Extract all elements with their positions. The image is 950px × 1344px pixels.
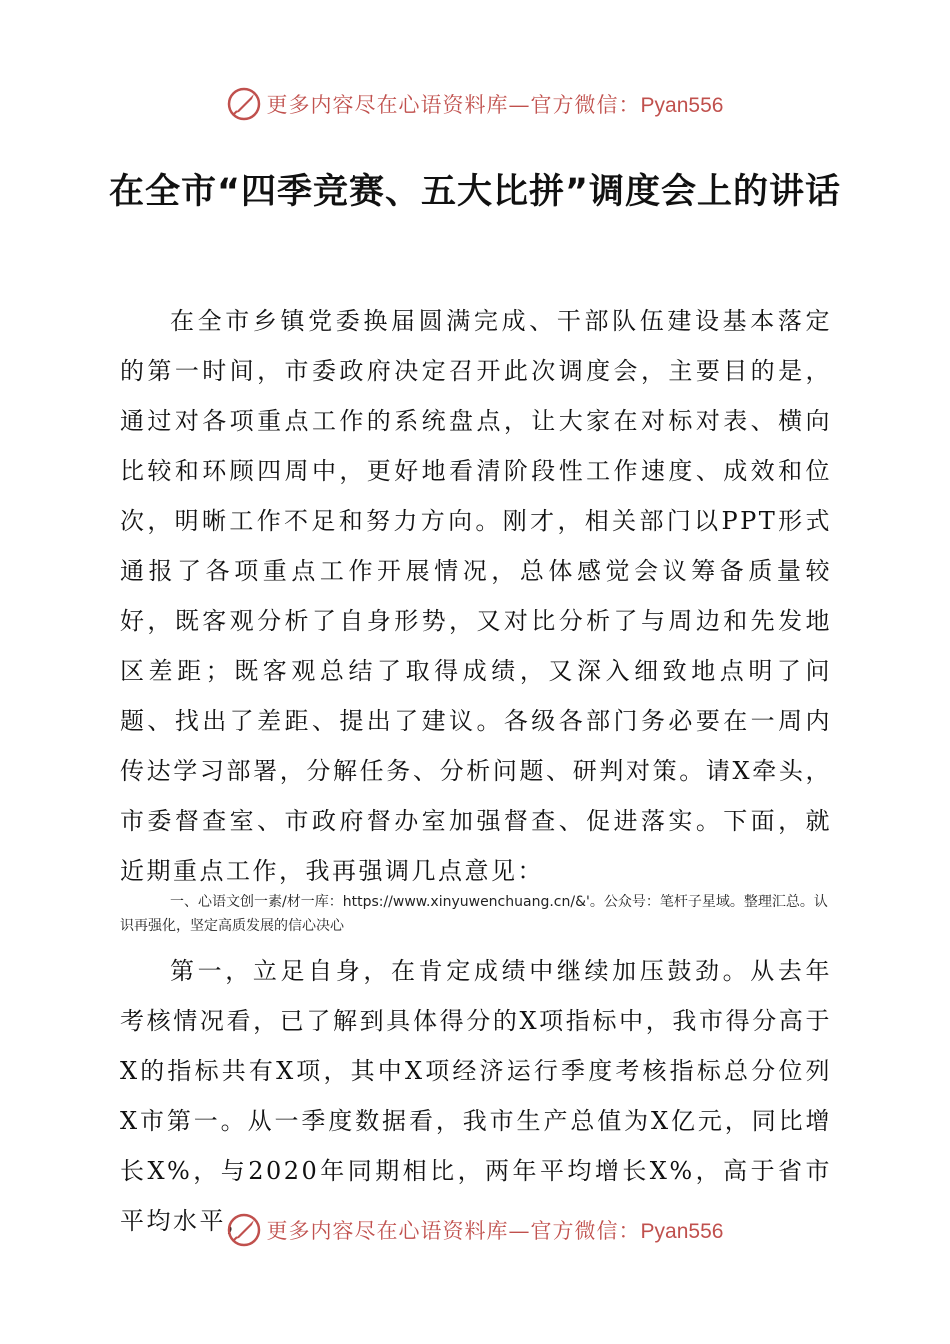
header-banner-text [267,89,724,119]
wechat-id: Pyan556 [640,1220,724,1243]
paragraph-text: 在全市乡镇党委换届圆满完成、干部队伍建设基本落定的第一时间，市委政府决定召开此次调度会，主要目的是，通过对各项重点工作的系统盘点，让大家在对标对表、横向比较和环顾四周中，更好地看清阶段性工作速度、成效和位次，明晰工作不足和努力方向。刚才，相关部门以PPT形式通报了各项重点工作开展情况，总体感觉会议筹备质量较好，既客观分析了自身形势，又对比分析了与周边和先发地区差距；既客观总结了取得成绩，又深入细致地点明了问题、找出了差距、提出了建议。各级各部门务必要在一周内传达学习部署，分解任务、分析问题、研判对策。请X牵头，市委督查室、市政府督办室加强督查、促进落实。下面，就近期重点工作，我再强调几点意见： [120,307,832,885]
wechat-id: Pyan556 [640,94,724,117]
footer-banner-text [267,1215,724,1245]
body-paragraph-2 [120,946,832,1246]
quill-logo-icon [227,1213,261,1247]
banner-label: 更多内容尽在心语资料库—官方微信： [266,1219,641,1243]
quill-logo-icon [227,87,261,121]
banner-label: 更多内容尽在心语资料库—官方微信： [266,93,641,117]
paragraph-text: 第一，立足自身，在肯定成绩中继续加压鼓劲。从去年考核情况看，已了解到具体得分的X项指标中，我市得分高于X的指标共有X项，其中X项经济运行季度考核指标总分位列X市第一。从一季度数据看，我市生产总值为X亿元，同比增长X%，与2020年同期相比，两年平均增长X%，高于省市平均水平， [120,957,832,1235]
document-title: 在全市“四季竞赛、五大比拼”调度会上的讲话 [108,172,841,212]
body-paragraph-1 [120,296,832,896]
footer-banner [0,1208,950,1252]
section-note: 一、心语文创一素/材一库：https://www.xinyuwenchuang.cn/&'。公众号：笔杆子星域。整理汇总。认识再强化，坚定高质发展的信心决心 [120,894,828,934]
header-banner [0,82,950,126]
